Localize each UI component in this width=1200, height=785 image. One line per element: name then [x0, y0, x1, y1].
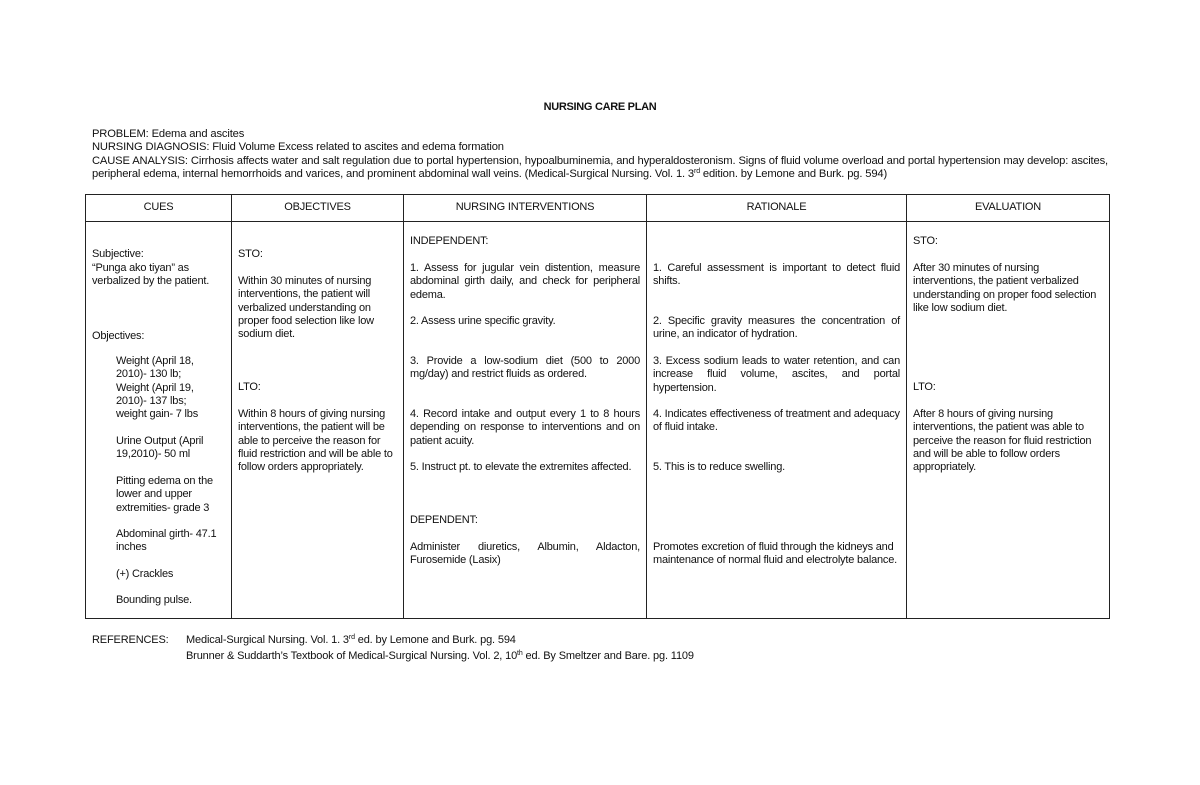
intervention-1: 1. Assess for jugular vein distention, measure abdominal girth daily, and check for peripheral edema.: [410, 262, 640, 301]
reference-1-text: Medical-Surgical Nursing. Vol. 1. 3: [186, 634, 349, 646]
crackles: (+) Crackles: [116, 568, 174, 580]
sto-label: STO:: [238, 248, 263, 260]
intervention-2: 2. Assess urine specific gravity.: [410, 315, 556, 327]
problem-line: PROBLEM: Edema and ascites: [92, 128, 245, 140]
table-row: [86, 222, 1110, 619]
weight-gain: weight gain- 7 lbs: [116, 408, 199, 420]
references-label: REFERENCES:: [92, 634, 169, 646]
reference-2-superscript: th: [517, 650, 523, 657]
cause-analysis: [92, 155, 1108, 182]
cause-analysis-text: CAUSE ANALYSIS: Cirrhosis affects water and salt regulation due to portal hypertension, hypoalbuminemia, and hyperaldosteronism. Signs of fluid volume overload and portal hypertension may develop: ascites, peripheral edema, internal hemorrhoids and varices, and prominent abdominal wall veins. (Medical-Surgical Nursing. Vol. 1. 3: [92, 154, 1108, 180]
cues-cell: [86, 222, 232, 619]
header-objectives: OBJECTIVES: [232, 195, 404, 222]
rationale-cell: [647, 222, 907, 619]
intervention-5: 5. Instruct pt. to elevate the extremites affected.: [410, 461, 632, 473]
header-evaluation: EVALUATION: [907, 195, 1110, 222]
evaluation-lto-label: LTO:: [913, 381, 936, 393]
urine-output: Urine Output (April 19,2010)- 50 ml: [116, 435, 204, 461]
weight-april-18: Weight (April 18, 2010)- 130 lb;: [116, 355, 194, 381]
objectives-cell: [232, 222, 404, 619]
bounding-pulse: Bounding pulse.: [116, 594, 192, 606]
objectives-label: Objectives:: [92, 330, 145, 342]
document-header: [92, 128, 1108, 181]
subjective-label: Subjective:: [92, 248, 144, 260]
evaluation-cell: [907, 222, 1110, 619]
subjective-text: “Punga ako tiyan” as verbalized by the patient.: [92, 262, 210, 288]
rationale-dependent: Promotes excretion of fluid through the kidneys and maintenance of normal fluid and electrolyte balance.: [653, 541, 897, 567]
lto-text: Within 8 hours of giving nursing interventions, the patient will be able to perceive the reason for fluid restriction and will be able to follow orders appropriately.: [238, 408, 393, 474]
evaluation-sto-text: After 30 minutes of nursing interventions, the patient verbalized understanding on proper food selection like low sodium diet.: [913, 262, 1097, 314]
header-rationale: RATIONALE: [647, 195, 907, 222]
reference-1-superscript: rd: [348, 634, 355, 641]
rationale-2: 2. Specific gravity measures the concentration of urine, an indicator of hydration.: [653, 315, 900, 341]
care-plan-table: [85, 194, 1110, 619]
sto-text: Within 30 minutes of nursing interventions, the patient will verbalized understanding on proper food selection like low sodium diet.: [238, 275, 374, 341]
evaluation-sto-label: STO:: [913, 235, 938, 247]
cause-analysis-citation: edition. by Lemone and Burk. pg. 594): [699, 167, 888, 180]
diagnosis-line: NURSING DIAGNOSIS: Fluid Volume Excess related to ascites and edema formation: [92, 141, 504, 154]
rationale-5: 5. This is to reduce swelling.: [653, 461, 785, 473]
dependent-intervention: Administer diuretics, Albumin, Aldacton, Furosemide (Lasix): [410, 541, 640, 567]
table-header-row: [86, 195, 1110, 222]
independent-label: INDEPENDENT:: [410, 235, 489, 247]
intervention-3: 3. Provide a low-sodium diet (500 to 2000 mg/day) and restrict fluids as ordered.: [410, 355, 640, 381]
weight-april-19: Weight (April 19, 2010)- 137 lbs;: [116, 382, 194, 408]
rationale-4: 4. Indicates effectiveness of treatment and adequacy of fluid intake.: [653, 408, 900, 434]
lto-label: LTO:: [238, 381, 261, 393]
header-interventions: NURSING INTERVENTIONS: [404, 195, 647, 222]
document-title: NURSING CARE PLAN: [543, 101, 657, 113]
evaluation-lto-text: After 8 hours of giving nursing interventions, the patient was able to perceive the reason for fluid restriction and will be able to follow orders appropriately.: [913, 408, 1092, 474]
abdominal-girth: Abdominal girth- 47.1 inches: [116, 528, 217, 554]
reference-1-rest: ed. by Lemone and Burk. pg. 594: [354, 634, 516, 646]
pitting-edema: Pitting edema on the lower and upper extremities- grade 3: [116, 475, 213, 514]
cause-analysis-superscript: rd: [694, 167, 700, 175]
rationale-1: 1. Careful assessment is important to detect fluid shifts.: [653, 262, 900, 288]
interventions-cell: [404, 222, 647, 619]
header-cues: CUES: [86, 195, 232, 222]
reference-1: [186, 634, 516, 647]
dependent-label: DEPENDENT:: [410, 514, 478, 526]
reference-2-text: Brunner & Suddarth’s Textbook of Medical-Surgical Nursing. Vol. 2, 10: [186, 650, 518, 662]
reference-2: [186, 650, 694, 663]
reference-2-rest: ed. By Smeltzer and Bare. pg. 1109: [522, 650, 694, 662]
rationale-3: 3. Excess sodium leads to water retention, and can increase fluid volume, ascites, and portal hypertension.: [653, 355, 900, 394]
intervention-4: 4. Record intake and output every 1 to 8 hours depending on response to interventions and on patient acuity.: [410, 408, 640, 447]
